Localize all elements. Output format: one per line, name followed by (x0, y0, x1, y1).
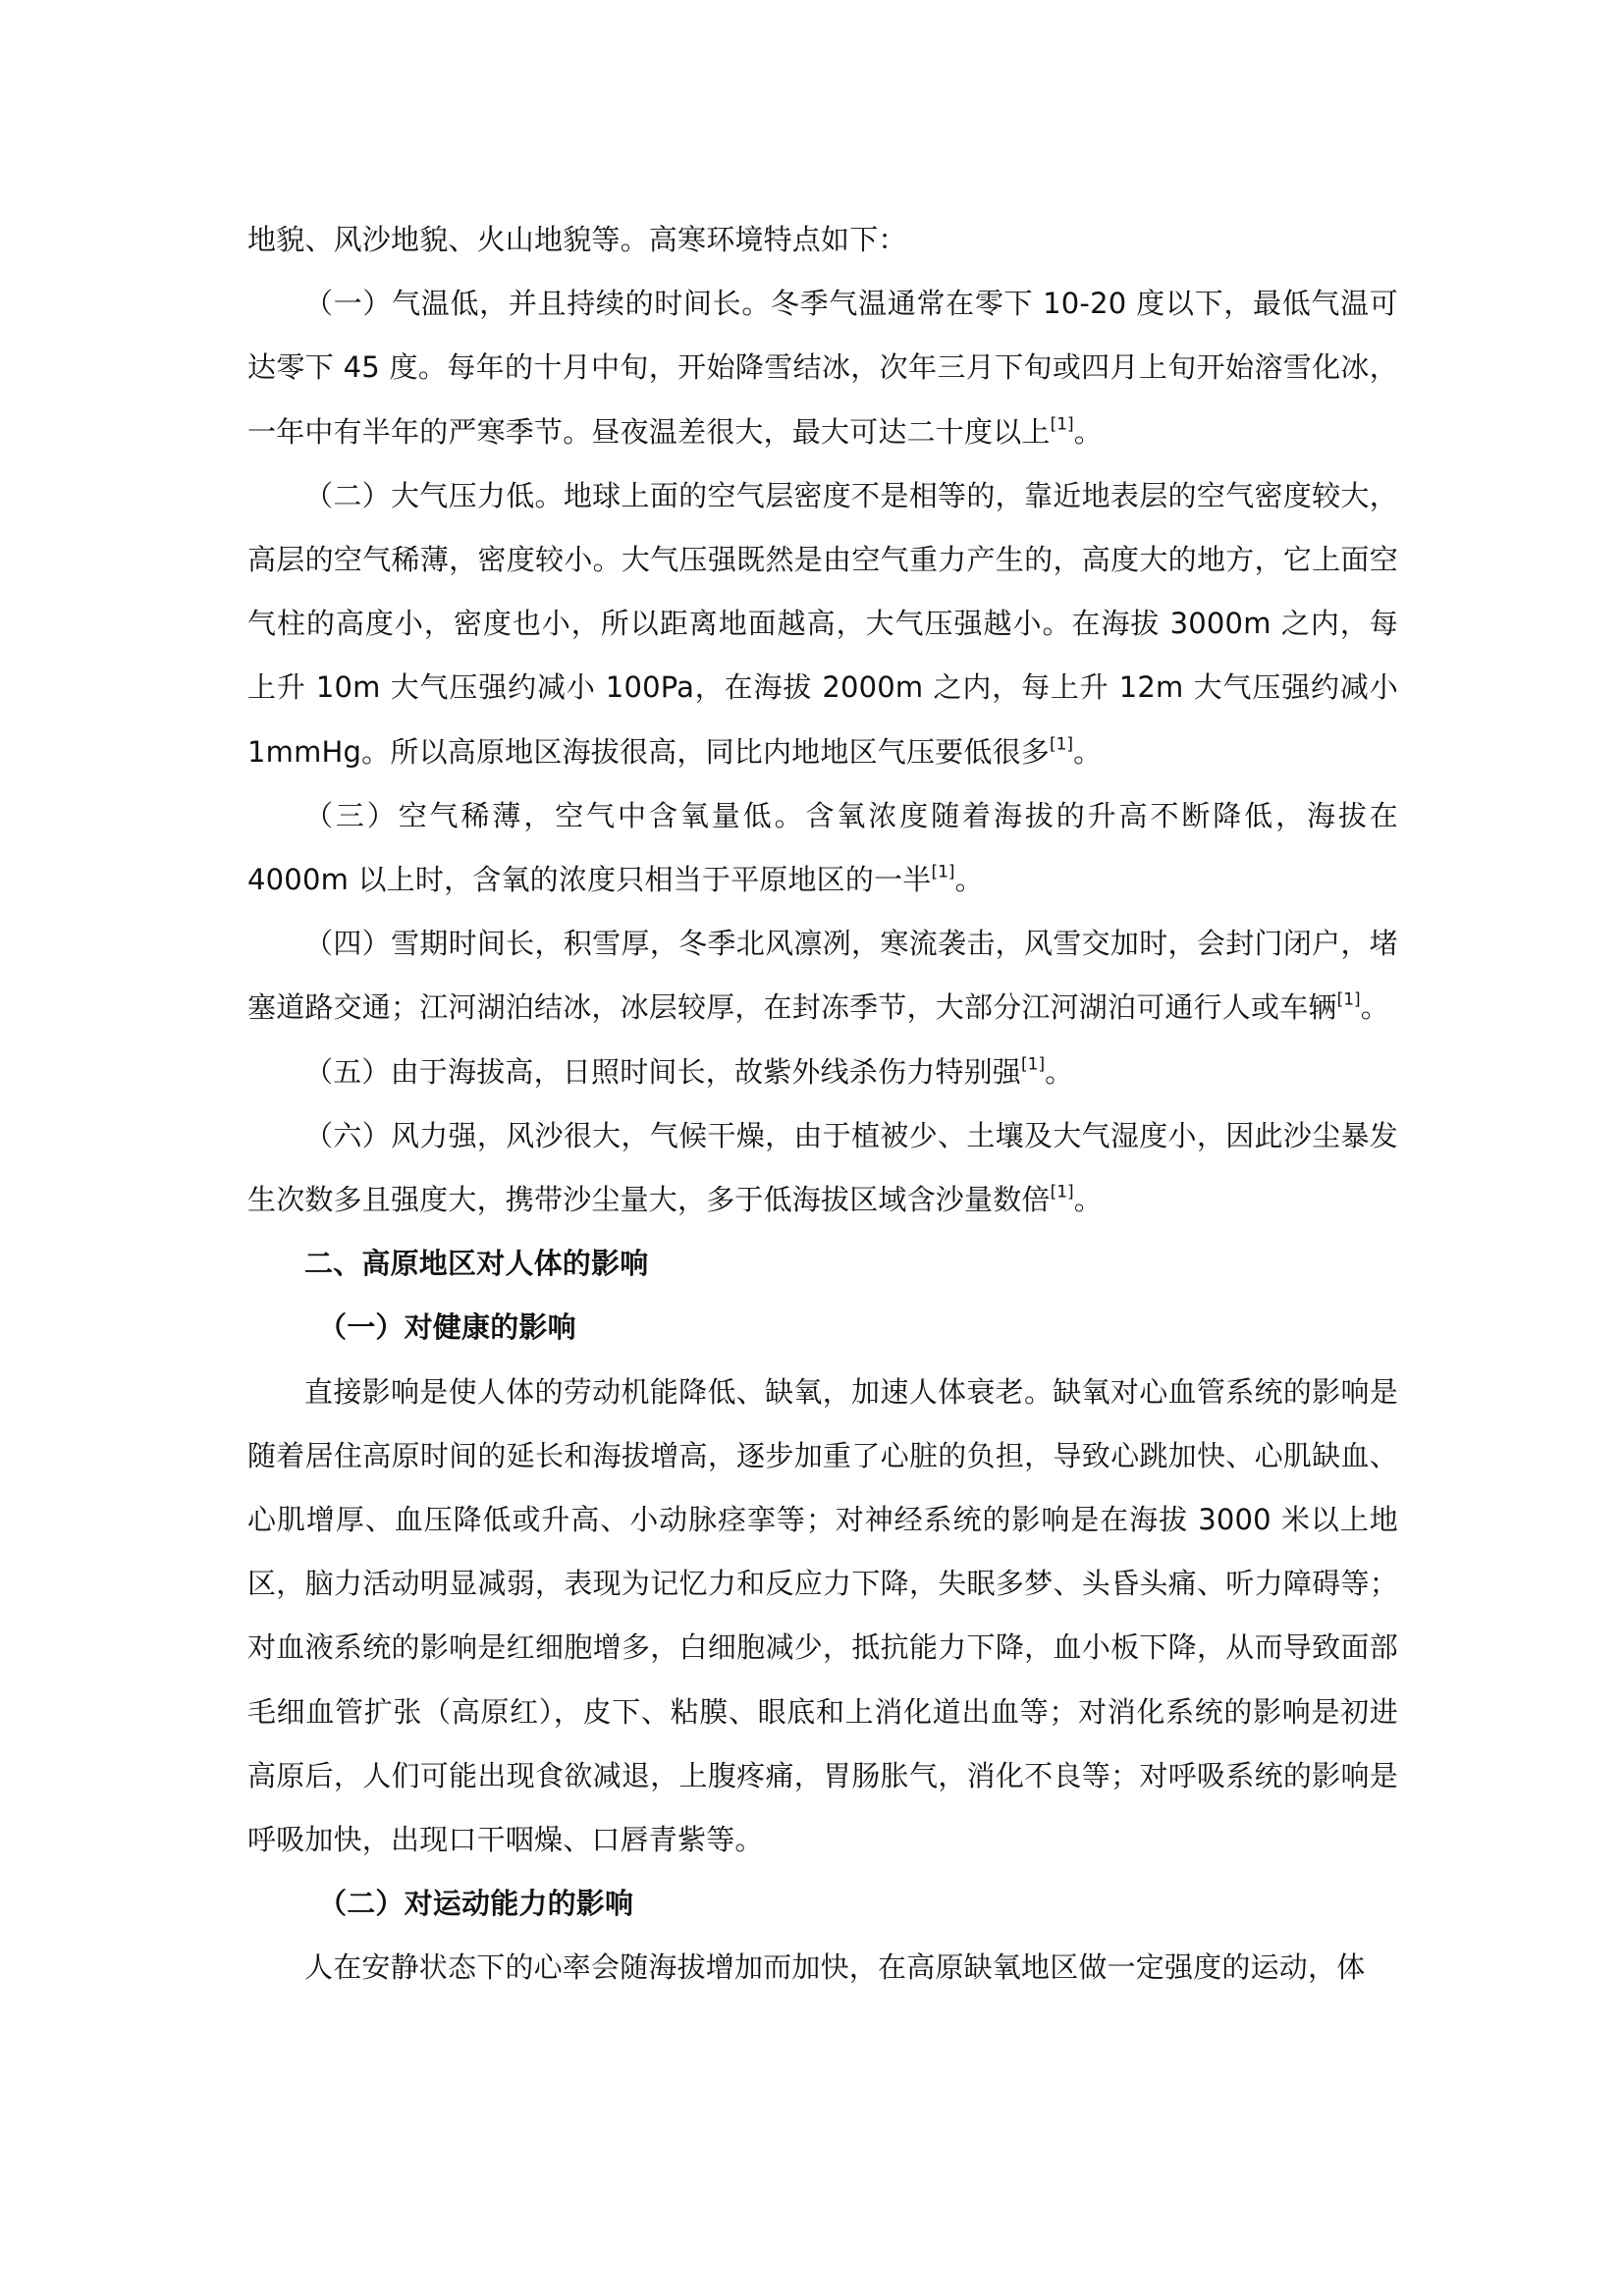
paragraph-uv: （五）由于海拔高，日照时间长，故紫外线杀伤力特别强[1]。 (304, 1053, 1074, 1089)
subsection-heading-exercise: （二）对运动能力的影响 (318, 1887, 634, 1921)
citation-ref: [1] (1021, 1053, 1046, 1074)
citation-ref: [1] (1336, 989, 1361, 1010)
subsection-heading-health: （一）对健康的影响 (318, 1310, 576, 1345)
document-body (247, 208, 1398, 2001)
citation-ref: [1] (1050, 413, 1074, 434)
paragraph-thin-air: （三）空气稀薄，空气中含氧量低。含氧浓度随着海拔的升高不断降低，海拔在 4000m 以上时，含氧的浓度只相当于平原地区的一半[1]。 (247, 798, 1398, 897)
intro-line: 地貌、风沙地貌、火山地貌等。高寒环境特点如下： (247, 223, 907, 256)
citation-ref: [1] (1049, 733, 1074, 754)
paragraph-health-effects: 直接影响是使人体的劳动机能降低、缺氧，加速人体衰老。缺氧对心血管系统的影响是随着居住高原时间的延长和海拔增高，逐步加重了心脏的负担，导致心跳加快、心肌缺血、心肌增厚、血压降低或升高、小动脉痉挛等；对神经系统的影响是在海拔 3000 米以上地区，脑力活动明显减弱，表现为记忆力和反应力下降，失眠多梦、头昏头痛、听力障碍等；对血液系统的影响是红细胞增多，白细胞减少，抵抗能力下降，血小板下降，从而导致面部毛细血管扩张（高原红），皮下、粘膜、眼底和上消化道出血等；对消化系统的影响是初进高原后，人们可能出现食欲减退，上腹疼痛，胃肠胀气，消化不良等；对呼吸系统的影响是呼吸加快，出现口干咽燥、口唇青紫等。 (247, 1374, 1398, 1857)
paragraph-low-pressure: （二）大气压力低。地球上面的空气层密度不是相等的，靠近地表层的空气密度较大，高层的空气稀薄，密度较小。大气压强既然是由空气重力产生的，高度大的地方，它上面空气柱的高度小，密度也小，所以距离地面越高，大气压强越小。在海拔 3000m 之内，每上升 10m 大气压强约减小 100Pa，在海拔 2000m 之内，每上升 12m 大气压强约减小 1mmHg。所以高原地区海拔很高，同比内地地区气压要低很多[1]。 (247, 478, 1398, 769)
paragraph-low-temperature: （一）气温低，并且持续的时间长。冬季气温通常在零下 10-20 度以下，最低气温可达零下 45 度。每年的十月中旬，开始降雪结冰，次年三月下旬或四月上旬开始溶雪化冰，一年中有半年的严寒季节。昼夜温差很大，最大可达二十度以上[1]。 (247, 287, 1398, 449)
paragraph-snow-period: （四）雪期时间长，积雪厚，冬季北风凛冽，寒流袭击，风雪交加时，会封门闭户，堵塞道路交通；江河湖泊结冰，冰层较厚，在封冻季节，大部分江河湖泊可通行人或车辆[1]。 (247, 927, 1398, 1025)
citation-ref: [1] (931, 862, 955, 882)
citation-ref: [1] (1050, 1182, 1074, 1202)
section-heading: 二、高原地区对人体的影响 (304, 1247, 649, 1281)
paragraph-exercise-effects: 人在安静状态下的心率会随海拔增加而加快，在高原缺氧地区做一定强度的运动，体 (304, 1950, 1366, 1985)
paragraph-wind-sand: （六）风力强，风沙很大，气候干燥，由于植被少、土壤及大气湿度小，因此沙尘暴发生次数多且强度大，携带沙尘量大，多于低海拔区域含沙量数倍[1]。 (247, 1118, 1398, 1217)
